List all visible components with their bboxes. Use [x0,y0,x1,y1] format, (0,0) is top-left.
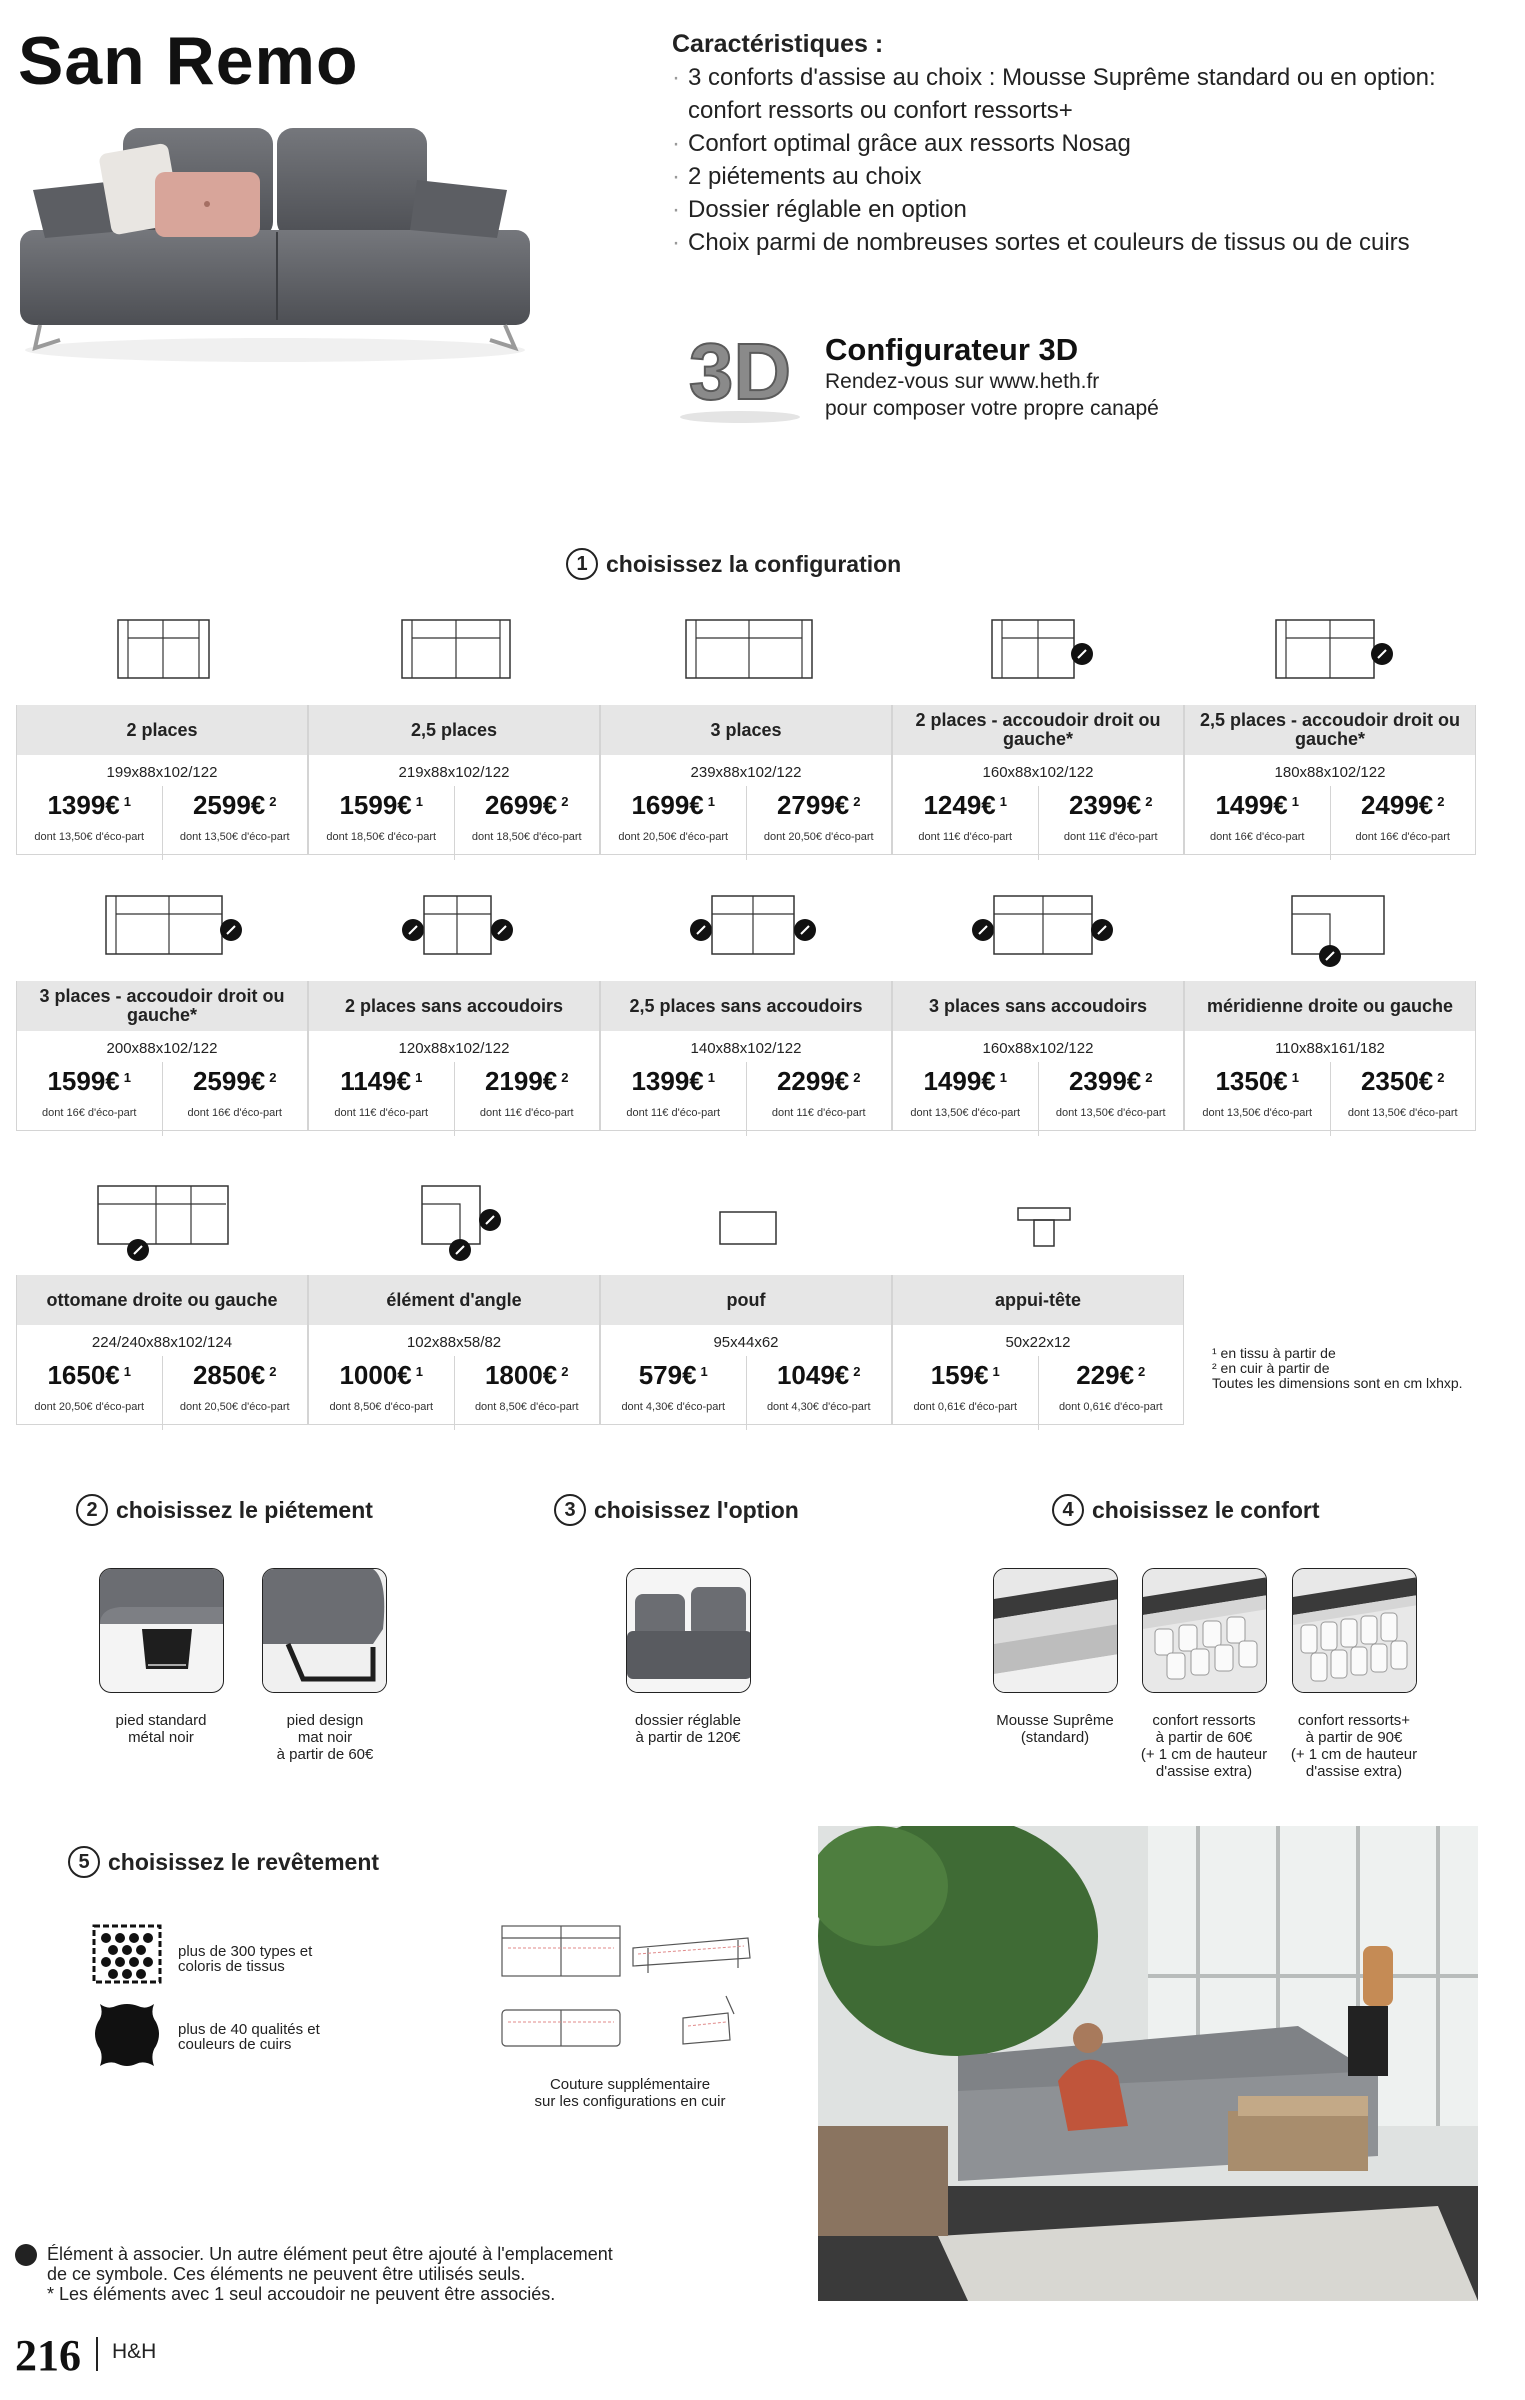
eco-part-fabric: dont 11€ d'éco-part [918,831,1013,843]
product-dimensions: 140x88x102/122 [690,1040,802,1057]
price-leather: 2699€ $^2$ [484,790,569,820]
page-title: San Remo [18,23,359,99]
product-dimensions: 160x88x102/122 [982,1040,1094,1057]
price-fabric: 1399€ $^1$ [631,1066,716,1096]
product-name: 3 places - accoudoir droit ou gauche* [17,981,307,1031]
footnote-fabric: ¹ en tissu à partir de [1212,1345,1336,1361]
eco-part-fabric: dont 20,50€ d'éco-part [618,831,729,843]
footnote-dimensions: Toutes les dimensions sont en cm lxhxp. [1212,1375,1463,1391]
eco-part-leather: dont 13,50€ d'éco-part [1055,1107,1166,1119]
config3d-url-line[interactable]: Rendez-vous sur www.heth.fr [825,370,1100,393]
leg-design-thumb[interactable] [262,1568,387,1693]
eco-part-leather: dont 4,30€ d'éco-part [766,1401,871,1413]
product-dimensions: 199x88x102/122 [106,764,218,781]
price-leather: 2499€ $^2$ [1360,790,1445,820]
fabric-label: plus de 300 types et coloris de tissus [178,1943,313,1975]
eco-part-fabric: dont 20,50€ d'éco-part [34,1401,145,1413]
product-dimensions: 180x88x102/122 [1274,764,1386,781]
price-fabric: 1599€ $^1$ [47,1066,132,1096]
eco-part-leather: dont 13,50€ d'éco-part [1347,1107,1458,1119]
leather-icon [88,2000,166,2072]
config-2-places-arm-icon [990,618,1095,680]
section-title: choisissez le revêtement [108,1848,380,1875]
product-cell-angle-element[interactable] [308,1275,600,1425]
comfort-springs-thumb[interactable] [1142,1568,1267,1693]
price-leather: 2199€ $^2$ [484,1066,569,1096]
config-2-places-icon [116,618,211,680]
product-cell-3-places-armrest[interactable] [16,981,308,1131]
section-title: choisissez le piétement [116,1496,373,1523]
eco-part-leather: dont 13,50€ d'éco-part [179,831,290,843]
comfort-springs-plus-thumb[interactable] [1292,1568,1417,1693]
price-fabric: 1000€ $^1$ [339,1360,424,1390]
comfort-foam-image [994,1569,1118,1693]
product-cell-2-places-no-arm[interactable] [308,981,600,1131]
price-leather: 1800€ $^2$ [484,1360,569,1390]
footer-divider [96,2337,98,2371]
comfort-springs-caption: confort ressorts à partir de 60€ (+ 1 cm de hauteur d'assise extra) [1140,1712,1268,1780]
adjustable-back-thumb[interactable] [626,1568,751,1693]
eco-part-leather: dont 11€ d'éco-part [1063,831,1158,843]
price-fabric: 579€ $^1$ [638,1360,708,1390]
comfort-springs-plus-image [1293,1569,1417,1693]
config3d-badge: 3D [688,327,792,416]
config-3-places-no-arm-icon [970,894,1115,956]
product-name: 2 places [17,705,307,755]
product-dimensions: 200x88x102/122 [106,1040,218,1057]
section-number: 2 [76,1494,108,1526]
config-2-5-places-no-arm-icon [688,894,818,956]
product-name: 2,5 places sans accoudoirs [601,981,891,1031]
product-name: 3 places sans accoudoirs [893,981,1183,1031]
leg-standard-thumb[interactable] [99,1568,224,1693]
eco-part-fabric: dont 18,50€ d'éco-part [326,831,437,843]
eco-part-fabric: dont 8,50€ d'éco-part [329,1401,434,1413]
price-fabric: 1699€ $^1$ [631,790,716,820]
eco-part-leather: dont 20,50€ d'éco-part [763,831,874,843]
product-name: appui-tête [893,1275,1183,1325]
price-fabric: 1599€ $^1$ [339,790,424,820]
config-ottomane-icon [96,1184,231,1264]
config3d-block [825,332,1159,422]
price-leather: 2850€ $^2$ [192,1360,277,1390]
product-name: 3 places [601,705,891,755]
product-dimensions: 50x22x12 [1005,1334,1071,1351]
link-symbol-icon [15,2244,37,2266]
section-title: choisissez le confort [1092,1496,1320,1523]
eco-part-fabric: dont 16€ d'éco-part [1210,831,1305,843]
product-dimensions: 120x88x102/122 [398,1040,510,1057]
section-header-legs [76,1494,373,1526]
price-leather: 2599€ $^2$ [192,790,277,820]
eco-part-fabric: dont 11€ d'éco-part [626,1107,721,1119]
leather-label: plus de 40 qualités et couleurs de cuirs [178,2021,320,2053]
product-dimensions: 224/240x88x102/124 [91,1334,233,1351]
product-name: 2 places - accoudoir droit ou gauche* [893,705,1183,755]
eco-part-fabric: dont 16€ d'éco-part [42,1107,137,1119]
eco-part-leather: dont 8,50€ d'éco-part [474,1401,579,1413]
product-cell-ottomane[interactable] [16,1275,308,1425]
product-dimensions: 95x44x62 [713,1334,779,1351]
product-dimensions: 102x88x58/82 [406,1334,502,1351]
eco-part-leather: dont 20,50€ d'éco-part [179,1401,290,1413]
section-header-comfort [1052,1494,1320,1526]
associate-legend: Élément à associer. Un autre élément peut être ajouté à l'emplacement de ce symbole. Ces éléments ne peuvent être utilisés seuls. * Les éléments avec 1 seul accoudoir ne peuvent être associés. [15,2244,613,2304]
config-pouf-icon [718,1210,778,1246]
config-2-5-places-arm-icon [1274,618,1394,680]
section-number: 1 [566,548,598,580]
config-2-places-no-arm-icon [400,894,515,956]
comfort-springs-plus-caption: confort ressorts+ à partir de 90€ (+ 1 cm de hauteur d'assise extra) [1290,1712,1418,1780]
section-header-option [554,1494,799,1526]
adjustable-back-image [627,1569,751,1693]
sofa-hero-image [15,120,535,370]
footnote-leather: ² en cuir à partir de [1212,1360,1330,1376]
price-leather: 2350€ $^2$ [1360,1066,1445,1096]
comfort-foam-caption: Mousse Suprême (standard) [996,1712,1114,1746]
product-name: 2 places sans accoudoirs [309,981,599,1031]
section-number: 5 [68,1846,100,1878]
leg-standard-image [100,1569,224,1693]
section-number: 4 [1052,1494,1084,1526]
leg-design-caption: pied design mat noir à partir de 60€ [276,1712,374,1763]
price-footnotes [1212,1346,1463,1391]
feature-item-continued: confort ressorts ou confort ressorts+ [688,97,1073,124]
comfort-springs-image [1143,1569,1267,1693]
config-meridienne-icon [1290,894,1390,969]
product-dimensions: 219x88x102/122 [398,764,510,781]
eco-part-fabric: dont 4,30€ d'éco-part [621,1401,726,1413]
price-fabric: 1650€ $^1$ [47,1360,132,1390]
section-header-configuration [566,548,901,580]
price-leather: 229€ $^2$ [1076,1360,1146,1390]
price-leather: 2399€ $^2$ [1068,1066,1153,1096]
price-leather: 2299€ $^2$ [776,1066,861,1096]
stitching-caption: Couture supplémentaire sur les configurations en cuir [534,2076,726,2110]
feature-item: · Choix parmi de nombreuses sortes et couleurs de tissus ou de cuirs [672,226,1502,259]
product-dimensions: 239x88x102/122 [690,764,802,781]
feature-item: · 2 piétements au choix [672,160,1502,193]
config-3-places-arm-icon [104,894,244,956]
section-title: choisissez l'option [594,1496,799,1523]
config-2-5-places-icon [400,618,512,680]
brand-name: H&H [112,2340,157,2363]
config3d-title: Configurateur 3D [825,332,1079,367]
eco-part-fabric: dont 13,50€ d'éco-part [1202,1107,1313,1119]
product-cell-pouf[interactable] [600,1275,892,1425]
product-cell-2-5-places-armrest[interactable] [1184,705,1476,855]
section-number: 3 [554,1494,586,1526]
living-room-photo [818,1826,1478,2301]
config3d-desc-line: pour composer votre propre canapé [825,397,1159,420]
price-fabric: 1350€ $^1$ [1215,1066,1300,1096]
fabric-icon [88,1920,166,1988]
eco-part-fabric: dont 13,50€ d'éco-part [910,1107,1021,1119]
leather-stitching-diagrams [498,1918,758,2058]
price-leather: 1049€ $^2$ [776,1360,861,1390]
config-headrest-icon [1016,1206,1072,1248]
price-fabric: 1499€ $^1$ [1215,790,1300,820]
product-name: 2,5 places [309,705,599,755]
price-fabric: 159€ $^1$ [930,1360,1000,1390]
features-title: Caractéristiques : [672,30,884,58]
leg-standard-caption: pied standard métal noir [115,1712,207,1746]
feature-item: · 3 conforts d'assise au choix : Mousse Suprême standard ou en option: [672,61,1502,94]
product-cell-2-places-armrest[interactable] [892,705,1184,855]
product-name: pouf [601,1275,891,1325]
price-fabric: 1249€ $^1$ [923,790,1008,820]
section-header-covering [68,1846,379,1878]
product-cell-3-places-no-arm[interactable] [892,981,1184,1131]
eco-part-leather: dont 16€ d'éco-part [187,1107,282,1119]
config-3-places-icon [684,618,814,680]
config3d-logo [672,325,807,425]
product-cell-2-places[interactable] [16,705,308,855]
product-cell-2-5-places[interactable] [308,705,600,855]
product-name: 2,5 places - accoudoir droit ou gauche* [1185,705,1475,755]
price-leather: 2799€ $^2$ [776,790,861,820]
eco-part-leather: dont 16€ d'éco-part [1355,831,1450,843]
product-dimensions: 160x88x102/122 [982,764,1094,781]
product-cell-3-places[interactable] [600,705,892,855]
price-leather: 2399€ $^2$ [1068,790,1153,820]
feature-item: · Dossier réglable en option [672,193,1502,226]
page-number: 216 [15,2331,81,2380]
eco-part-leather: dont 11€ d'éco-part [771,1107,866,1119]
leg-design-image [263,1569,387,1693]
eco-part-fabric: dont 0,61€ d'éco-part [913,1401,1018,1413]
section-title: choisissez la configuration [606,550,902,577]
product-dimensions: 110x88x161/182 [1275,1040,1385,1057]
eco-part-leather: dont 0,61€ d'éco-part [1058,1401,1163,1413]
price-fabric: 1149€ $^1$ [340,1066,423,1096]
product-name: élément d'angle [309,1275,599,1325]
adjustable-back-caption: dossier réglable à partir de 120€ [635,1712,741,1746]
price-fabric: 1499€ $^1$ [923,1066,1008,1096]
eco-part-leather: dont 18,50€ d'éco-part [471,831,582,843]
price-fabric: 1399€ $^1$ [47,790,132,820]
feature-item: · Confort optimal grâce aux ressorts Nosag [672,127,1502,160]
price-leather: 2599€ $^2$ [192,1066,277,1096]
eco-part-fabric: dont 11€ d'éco-part [334,1107,429,1119]
config-angle-element-icon [420,1184,505,1264]
product-cell-2-5-places-no-arm[interactable] [600,981,892,1131]
eco-part-leather: dont 11€ d'éco-part [479,1107,574,1119]
features-list [672,28,1502,259]
eco-part-fabric: dont 13,50€ d'éco-part [34,831,145,843]
product-name: ottomane droite ou gauche [17,1275,307,1325]
comfort-foam-thumb[interactable] [993,1568,1118,1693]
product-cell-headrest[interactable] [892,1275,1184,1425]
product-name: méridienne droite ou gauche [1185,981,1475,1031]
product-cell-meridienne[interactable] [1184,981,1476,1131]
